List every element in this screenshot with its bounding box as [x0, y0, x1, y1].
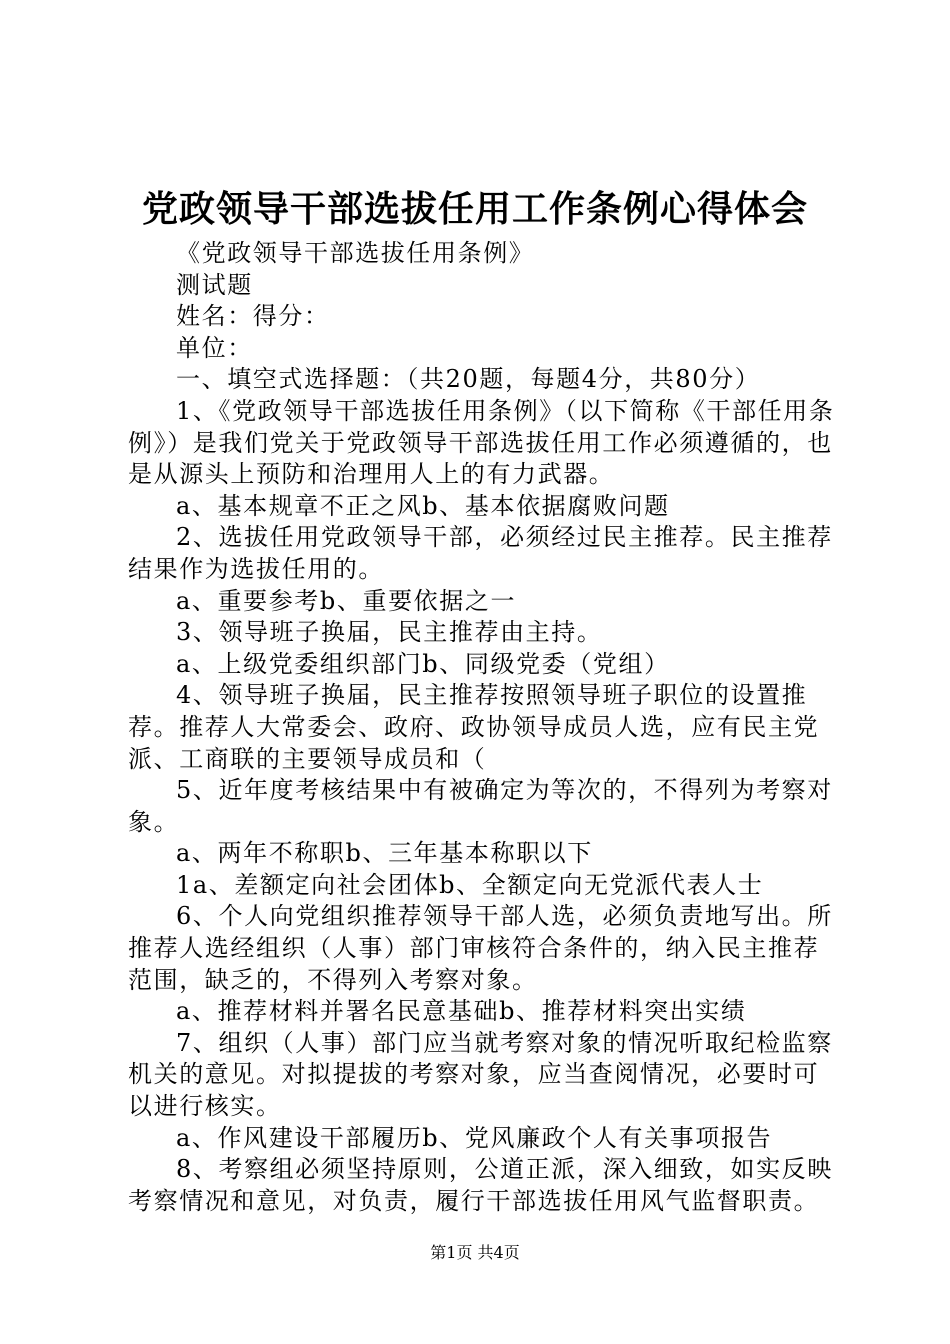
question: 5、近年度考核结果中有被确定为等次的，不得列为考察对象。	[128, 776, 833, 836]
page-footer: 第1页 共4页	[430, 1243, 520, 1262]
answer-options: a、上级党委组织部门b、同级党委（党组）	[176, 649, 670, 678]
section-heading: 一、填空式选择题：（共20题，每题4分，共80分）	[176, 365, 761, 394]
question: 2、选拔任用党政领导干部，必须经过民主推荐。民主推荐结果作为选拔任用的。	[128, 523, 833, 583]
paragraph: 单位：	[176, 333, 253, 362]
answer-options: a、作风建设干部履历b、党风廉政个人有关事项报告	[176, 1123, 773, 1152]
document-title: 党政领导干部选拔任用工作条例心得体会	[141, 188, 808, 230]
paragraph: 测试题	[176, 270, 253, 299]
question: 8、考察组必须坚持原则，公道正派，深入细致，如实反映考察情况和意见，对负责，履行干部选拔任用风气监督职责。	[128, 1155, 833, 1215]
answer-options: a、推荐材料并署名民意基础b、推荐材料突出实绩	[176, 997, 747, 1026]
question: 6、个人向党组织推荐领导干部人选，必须负责地写出。所推荐人选经组织（人事）部门审核符合条件的，纳入民主推荐范围，缺乏的，不得列入考察对象。	[128, 902, 833, 994]
answer-options: a、重要参考b、重要依据之一	[176, 586, 517, 615]
answer-options: a、两年不称职b、三年基本称职以下	[176, 839, 593, 868]
question: 4、领导班子换届，民主推荐按照领导班子职位的设置推荐。推荐人大常委会、政府、政协领导成员人选，应有民主党派、工商联的主要领导成员和（	[128, 681, 820, 773]
answer-options: 1a、差额定向社会团体b、全额定向无党派代表人士	[176, 870, 764, 899]
question: 3、领导班子换届，民主推荐由主持。	[176, 618, 603, 647]
question: 1、《党政领导干部选拔任用条例》（以下简称《干部任用条例》）是我们党关于党政领导干部选拔任用工作必须遵循的，也是从源头上预防和治理用人上的有力武器。	[128, 396, 835, 489]
paragraph: 《党政领导干部选拔任用条例》	[176, 239, 535, 267]
document-body	[128, 238, 840, 1217]
paragraph: 姓名：得分：	[176, 302, 330, 331]
answer-options: a、基本规章不正之风b、基本依据腐败问题	[176, 491, 670, 520]
question: 7、组织（人事）部门应当就考察对象的情况听取纪检监察机关的意见。对拟提拔的考察对象，应当查阅情况，必要时可以进行核实。	[128, 1028, 833, 1121]
